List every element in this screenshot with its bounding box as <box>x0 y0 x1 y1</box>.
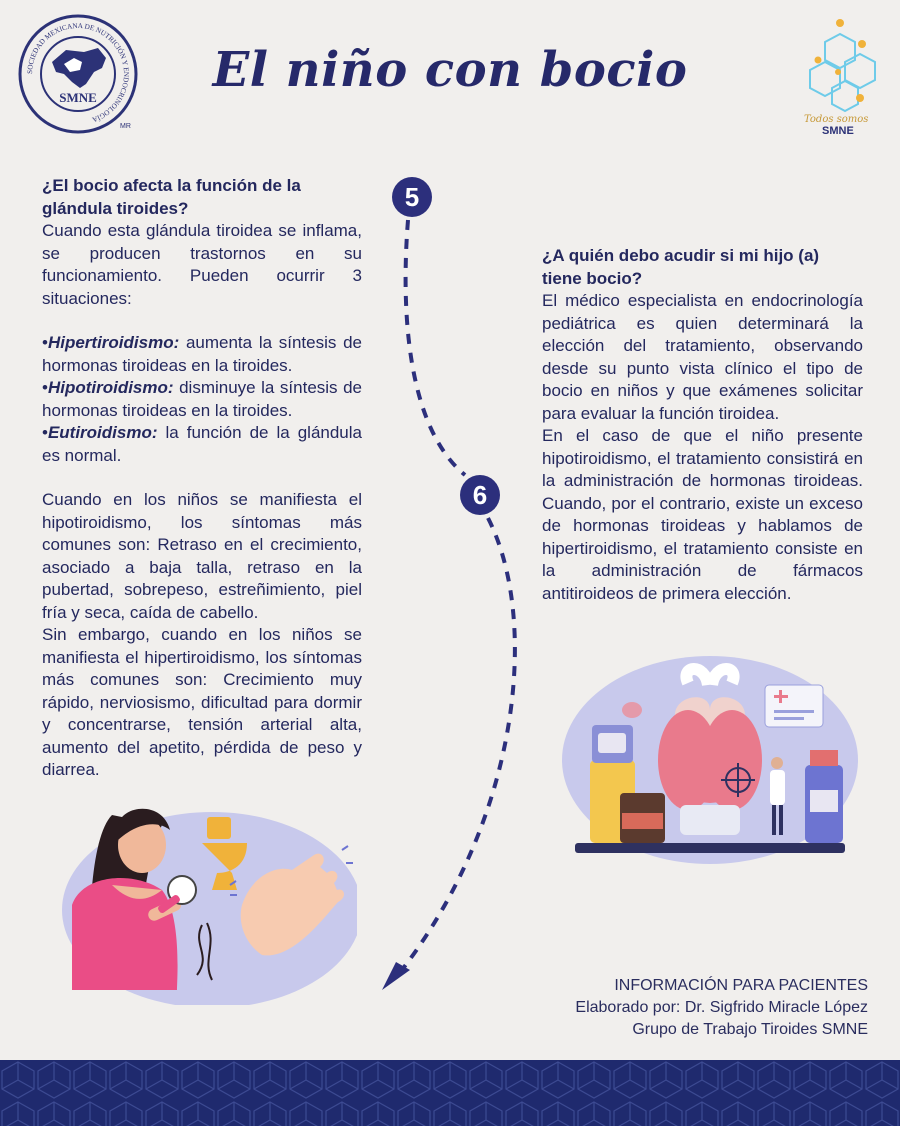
cube-pattern-footer <box>0 1060 900 1126</box>
left-column <box>42 175 362 782</box>
right-question: ¿A quién debo acudir si mi hijo (a) tiene bocio? <box>542 246 820 288</box>
left-question: ¿El bocio afecta la función de la glándula tiroides? <box>42 176 301 218</box>
condition-text: aumenta la síntesis de hormonas tiroideas en la tiroides. <box>42 333 362 375</box>
credits <box>575 975 868 1041</box>
condition-item: •Hipotiroidismo: disminuye la síntesis de hormonas tiroideas en la tiroides. <box>42 378 362 420</box>
right-column <box>542 245 863 605</box>
logo-right-abbr: SMNE <box>822 125 854 137</box>
condition-item: •Hipertiroidismo: aumenta la síntesis de hormonas tiroideas en la tiroides. <box>42 333 362 375</box>
credits-line-1: INFORMACIÓN PARA PACIENTES <box>614 977 868 994</box>
condition-text: la función de la glándula es normal. <box>42 423 362 465</box>
logo-mr-mark: MR <box>120 123 131 130</box>
step-badge-5: 5 <box>392 177 432 217</box>
logo-ring-text: SOCIEDAD MEXICANA DE NUTRICIÓN Y ENDOCRINOLOGÍA <box>25 21 131 124</box>
right-paragraph-2: En el caso de que el niño presente hipotiroidismo, el tratamiento consistirá en la administración de hormonas tiroideas. Cuando, por el contrario, existe un exceso de hormonas tiroideas y hablamos de hipertiroidismo, el tratamiento consiste en la administración de fármacos antitiroideos de primera elección. <box>542 426 863 603</box>
credits-line-2: Elaborado por: Dr. Sigfrido Miracle López <box>575 999 868 1016</box>
step-badge-6: 6 <box>460 475 500 515</box>
logo-abbr: SMNE <box>59 90 97 105</box>
page-title: El niño con bocio <box>212 42 688 98</box>
condition-term: Hipotiroidismo: <box>47 378 174 397</box>
hyperthyroid-symptoms: Sin embargo, cuando en los niños se manifiesta el hipertiroidismo, los síntomas más comunes son: Crecimiento muy rápido, nerviosismo, dificultad para dormir y concentrarse, tensión arterial alta, aumento del apetito, pérdida de peso y diarrea. <box>42 625 362 779</box>
hair-loss-illustration <box>52 795 357 1005</box>
dashed-flow-arrow <box>370 200 530 1000</box>
condition-term: Eutiroidismo: <box>47 423 158 442</box>
thyroid-treatment-illustration <box>560 655 860 870</box>
condition-item: •Eutiroidismo: la función de la glándula es normal. <box>42 423 362 465</box>
logo-script-text: Todos somos <box>804 114 869 125</box>
left-intro: Cuando esta glándula tiroidea se inflama, se producen trastornos en su funcionamiento. Pueden ocurrir 3 situaciones: <box>42 221 362 308</box>
right-paragraph-1: El médico especialista en endocrinología pediátrica es quien determinará la elección del tratamiento, observando desde su punto vista clínico el tipo de bocio en niños y que exámenes solicitar para evaluar la función tiroidea. <box>542 291 863 423</box>
hypothyroid-symptoms: Cuando en los niños se manifiesta el hipotiroidismo, los síntomas más comunes son: Retraso en el crecimiento, asociado a baja talla, retraso en la pubertad, sobrepeso, estreñimiento, piel fría y seca, caída de cabello. <box>42 490 362 622</box>
todos-somos-smne-logo <box>790 14 890 139</box>
condition-term: Hipertiroidismo: <box>47 333 180 352</box>
credits-line-3: Grupo de Trabajo Tiroides SMNE <box>632 1021 868 1038</box>
condition-text: disminuye la síntesis de hormonas tiroideas en la tiroides. <box>42 378 362 420</box>
